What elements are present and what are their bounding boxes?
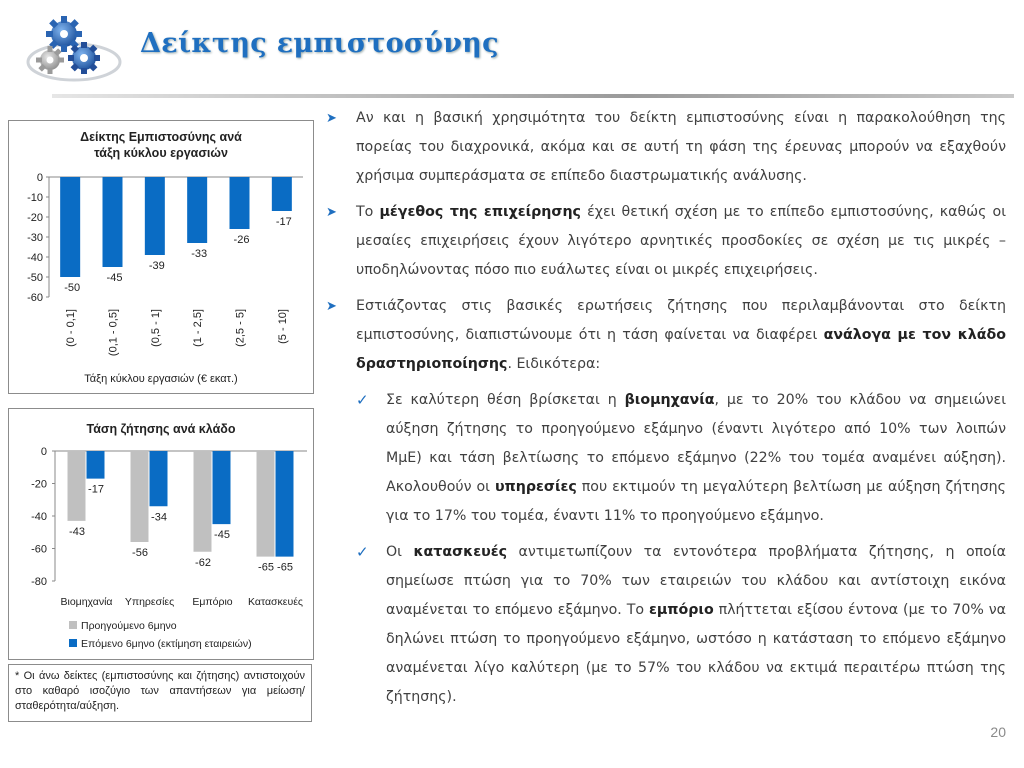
paragraph-usefulness [326, 104, 1006, 191]
emphasis-text: μέγεθος της επιχείρησης [379, 204, 581, 220]
chart-title-line-2: τάξη κύκλου εργασιών [94, 146, 228, 160]
data-label: -45 [214, 529, 230, 542]
bar [68, 451, 86, 521]
paragraph-text: Εστιάζοντας στις βασικές ερωτήσεις ζήτησης που περιλαμβάνονται στο δείκτη εμπιστοσύνης, διαπιστώνουμε ότι η τάση φαίνεται να διαφέρει [356, 298, 1006, 343]
bar [194, 451, 212, 552]
bar [150, 451, 168, 506]
emphasis-text: υπηρεσίες [494, 479, 577, 495]
paragraph-text: έχει θετική σχέση με το επίπεδο εμπιστοσύνης, καθώς οι μεσαίες επιχειρήσεις έχουν λιγότερο αρνητικές προσδοκίες σε σχέση με τις μικρές – υποδηλώνοντας πόσο πιο ευάλωτες είναι οι μικρές επιχειρήσεις. [356, 204, 1006, 278]
data-label: -17 [275, 216, 292, 228]
y-tick-label: -60 [27, 292, 43, 304]
data-label: -50 [64, 282, 81, 294]
bar [272, 177, 292, 211]
y-tick-label: -60 [31, 543, 47, 556]
bar [257, 451, 275, 557]
subparagraph-industry [326, 386, 1006, 531]
x-tick-label: Εμπόριο [192, 596, 233, 608]
y-tick-label: 0 [36, 172, 43, 184]
x-tick-label: (0 - 0,1] [65, 309, 78, 347]
paragraph-text: , με το 20% του κλάδου να σημειώνει αύξηση ζήτησης το προηγούμενο εξάμηνο (έναντι λιγότερο από 10% των λοιπών ΜμΕ) και τάση βελτίωσης το επόμενο εξάμηνο (22% του τομέα αναμένει αύξηση). Ακολουθούν οι [386, 392, 1006, 495]
data-label: -39 [148, 260, 165, 272]
data-label: -65 [277, 561, 293, 574]
paragraph-text: Οι [386, 544, 414, 560]
arrow-bullet-icon: ➤ [326, 299, 337, 314]
y-tick-label: -40 [31, 511, 47, 523]
data-label: -43 [69, 525, 85, 538]
bar [276, 451, 294, 557]
data-label: -62 [195, 556, 211, 569]
emphasis-text: εμπόριο [648, 602, 714, 618]
data-label: -56 [132, 547, 148, 559]
x-tick-label: Βιομηχανία [60, 596, 113, 608]
bar [213, 451, 231, 524]
footnote: * Οι άνω δείκτες (εμπιστοσύνης και ζήτησης) αντιστοιχούν στο καθαρό ισοζύγιο των απαντήσεων για μείωση/σταθερότητα/αύξηση. [8, 664, 312, 722]
data-label: -17 [88, 483, 104, 496]
page-title: Δείκτης εμπιστοσύνης [140, 28, 499, 59]
bar [60, 177, 80, 277]
chart-title: Τάση ζήτησης ανά κλάδο [86, 422, 236, 436]
demand-chart [8, 408, 314, 660]
subparagraph-construction [326, 538, 1006, 712]
check-icon: ✓ [356, 391, 369, 409]
paragraph-text: αντιμετωπίζουν τα εντονότερα προβλήματα ζήτησης, η οποία σημείωσε πτώση για το 70% των εταιρειών του κλάδου και αντίστοιχη εικόνα αναμένεται το επόμενο εξάμηνο. Το [386, 544, 1006, 618]
x-tick-label: (1 - 2,5] [192, 309, 205, 347]
x-tick-label: (2,5 - 5] [234, 309, 247, 347]
data-label: -45 [106, 272, 123, 284]
data-label: -65 [258, 561, 274, 574]
x-tick-label: (5 - 10] [276, 309, 289, 344]
emphasis-text: βιομηχανία [624, 392, 715, 408]
y-tick-label: -20 [27, 212, 43, 224]
arrow-bullet-icon: ➤ [326, 205, 337, 220]
page-number: 20 [990, 724, 1006, 740]
confidence-chart-svg [9, 121, 313, 393]
data-label: -34 [151, 511, 167, 524]
x-tick-label: Κατασκευές [248, 596, 303, 608]
main-text [326, 104, 1006, 719]
y-tick-label: -10 [27, 192, 43, 204]
paragraph-company-size [326, 198, 1006, 285]
demand-chart-svg [9, 409, 313, 659]
paragraph-text: Αν και η βασική χρησιμότητα του δείκτη εμπιστοσύνης είναι η παρακολούθηση της πορείας του διαχρονικά, ακόμα και σε αυτή τη φάση της έρευνας μπορούν να εξαχθούν χρήσιμα συμπεράσματα σε επίπεδο διαστρωματικής ανάλυσης. [356, 110, 1006, 184]
gears-logo-icon [22, 10, 128, 86]
paragraph-text: που εκτιμούν τη μεγαλύτερη βελτίωση με αύξηση ζήτησης για το 17% του τομέα, έναντι 11% το προηγούμενο εξάμηνο. [386, 479, 1006, 524]
paragraph-text: Το [356, 204, 380, 220]
arrow-bullet-icon: ➤ [326, 111, 337, 126]
chart-title-line-1: Δείκτης Εμπιστοσύνης ανά [80, 130, 242, 144]
paragraph-demand [326, 292, 1006, 379]
bar [103, 177, 123, 267]
data-label: -33 [191, 248, 208, 260]
y-tick-label: -20 [31, 478, 47, 491]
legend-swatch [69, 621, 77, 629]
paragraph-text: Σε καλύτερη θέση βρίσκεται η [386, 392, 625, 408]
y-tick-label: -40 [27, 252, 43, 264]
bar [187, 177, 207, 243]
y-tick-label: -80 [31, 576, 47, 588]
x-tick-label: (0,5 - 1] [149, 309, 162, 347]
legend-swatch [69, 639, 77, 647]
paragraph-text: . Ειδικότερα: [507, 356, 601, 372]
y-tick-label: -30 [27, 232, 43, 244]
x-tick-label: (0,1 - 0,5] [107, 309, 120, 357]
y-tick-label: -50 [27, 272, 43, 284]
x-axis-title: Τάξη κύκλου εργασιών (€ εκατ.) [84, 373, 238, 385]
bar [131, 451, 149, 542]
confidence-chart [8, 120, 314, 394]
bar [145, 177, 165, 255]
x-tick-label: Υπηρεσίες [124, 596, 175, 608]
data-label: -26 [233, 234, 250, 246]
check-icon: ✓ [356, 543, 369, 561]
y-tick-label: 0 [40, 446, 47, 458]
paragraph-text: πλήττεται εξίσου έντονα (με το 70% να δηλώνει πτώση το προηγούμενο εξάμηνο, ωστόσο η κατάσταση το επόμενο εξάμηνο αναμένεται λίγο καλύτερη (με το 57% του κλάδου να εκτιμά περαιτέρω πτώση της ζήτησης). [386, 602, 1006, 705]
title-divider [52, 94, 1014, 98]
emphasis-text: κατασκευές [413, 544, 508, 560]
bar [230, 177, 250, 229]
legend-label: Επόμενο 6μηνο (εκτίμηση εταιρειών) [81, 638, 252, 650]
bar [87, 451, 105, 479]
legend-label: Προηγούμενο 6μηνο [81, 620, 177, 632]
emphasis-text: ανάλογα με τον κλάδο δραστηριοποίησης [356, 327, 1006, 372]
